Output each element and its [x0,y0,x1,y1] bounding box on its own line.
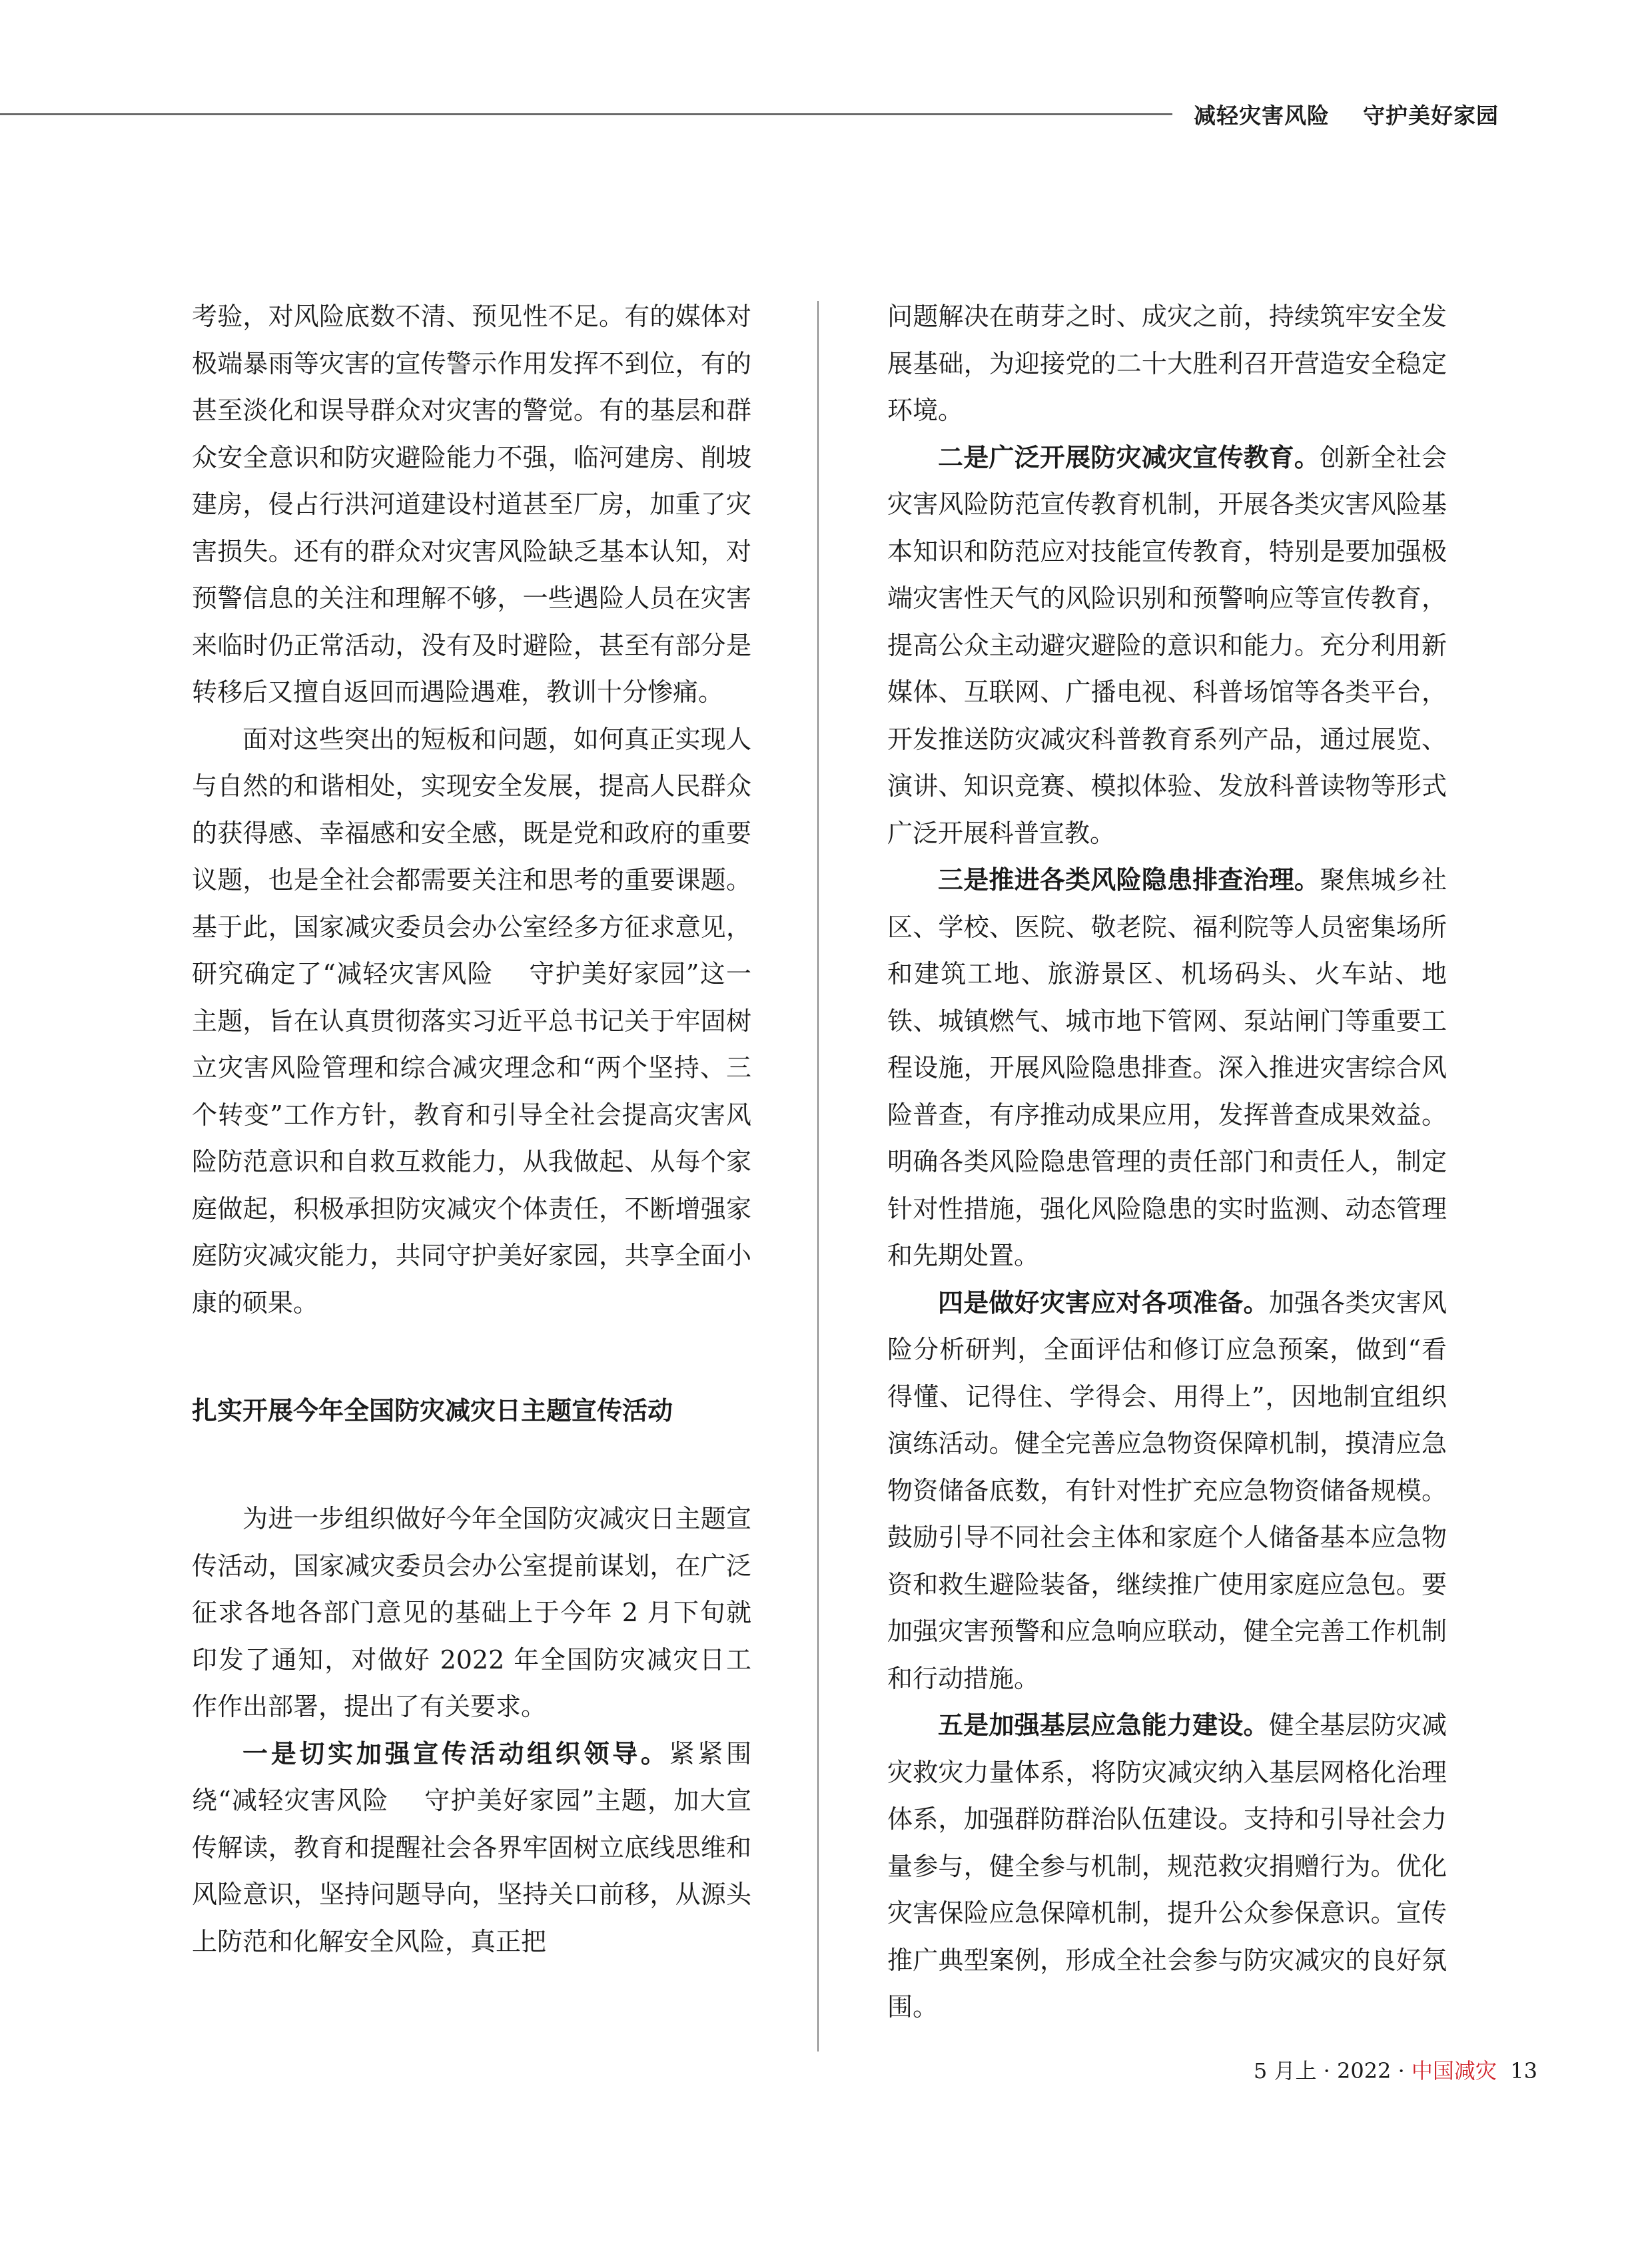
left-paragraph-1: 考验，对风险底数不清、预见性不足。有的媒体对极端暴雨等灾害的宣传警示作用发挥不到位，有的甚至淡化和误导群众对灾害的警觉。有的基层和群众安全意识和防灾避险能力不强，临河建房、削坡建房，侵占行洪河道建设村道甚至厂房，加重了灾害损失。还有的群众对灾害风险缺乏基本认知，对预警信息的关注和理解不够，一些遇险人员在灾害来临时仍正常活动，没有及时避险，甚至有部分是转移后又擅自返回而遇险遇难，教训十分惨痛。 [192,302,751,707]
left-paragraph-2: 面对这些突出的短板和问题，如何真正实现人与自然的和谐相处，实现安全发展，提高人民群众的获得感、幸福感和安全感，既是党和政府的重要议题，也是全社会都需要关注和思考的重要课题。基于此，国家减灾委员会办公室经多方征求意见，研究确定了“减轻灾害风险 守护美好家园”这一主题，旨在认真贯彻落实习近平总书记关于牢固树立灾害风险管理和综合减灾理念和“两个坚持、三个转变”工作方针，教育和引导全社会提高灾害风险防范意识和自救互救能力，从我做起、从每个家庭做起，积极承担防灾减灾个体责任，不断增强家庭防灾减灾能力，共同守护美好家园，共享全面小康的硕果。 [192,724,751,1317]
point-4-heading: 四是做好灾害应对各项准备。 [938,1288,1269,1317]
right-paragraph-3 [887,857,1447,1280]
section-heading: 扎实开展今年全国防灾减灾日主题宣传活动 [192,1396,673,1425]
left-paragraph-3: 为进一步组织做好今年全国防灾减灾日主题宣传活动，国家减灾委员会办公室提前谋划，在广泛征求各地各部门意见的基础上于今年 2 月下旬就印发了通知，对做好 2022 年全国防灾减灾日工作作出部署，提出了有关要求。 [192,1504,751,1721]
running-header-title: 减轻灾害风险 守护美好家园 [1194,103,1499,129]
column-divider [817,301,819,2052]
footer-magazine-name: 中国减灾 [1411,2058,1497,2083]
point-4-text: 加强各类灾害风险分析研判，全面评估和修订应急预案，做到“看得懂、记得住、学得会、用得上”，因地制宜组织演练活动。健全完善应急物资保障机制，摸清应急物资储备底数，有针对性扩充应急物资储备规模。鼓励引导不同社会主体和家庭个人储备基本应急物资和救生避险装备，继续推广使用家庭应急包。要加强灾害预警和应急响应联动，健全完善工作机制和行动措施。 [887,1288,1447,1693]
right-column [887,293,1447,2031]
page-number: 13 [1510,2058,1537,2083]
right-paragraph-2 [887,434,1447,857]
right-paragraph-1: 问题解决在萌芽之时、成灾之前，持续筑牢安全发展基础，为迎接党的二十大胜利召开营造安全稳定环境。 [887,302,1447,425]
footer-issue: 5 月上 · 2022 · [1253,2058,1412,2083]
right-paragraph-5 [887,1702,1447,2031]
header-rule [0,113,1172,115]
right-paragraph-4 [887,1280,1447,1702]
footer-spacer [1497,2058,1510,2083]
point-1-heading: 一是切实加强宣传活动组织领导。 [242,1738,669,1768]
point-3-heading: 三是推进各类风险隐患排查治理。 [938,865,1320,895]
point-3-text: 聚焦城乡社区、学校、医院、敬老院、福利院等人员密集场所和建筑工地、旅游景区、机场码头、火车站、地铁、城镇燃气、城市地下管网、泵站闸门等重要工程设施，开展风险隐患排查。深入推进灾害综合风险普查，有序推动成果应用，发挥普查成果效益。明确各类风险隐患管理的责任部门和责任人，制定针对性措施，强化风险隐患的实时监测、动态管理和先期处置。 [887,865,1447,1270]
point-1-text: 紧紧围绕“减轻灾害风险 守护美好家园”主题，加大宣传解读，教育和提醒社会各界牢固树立底线思维和风险意识，坚持问题导向，坚持关口前移，从源头上防范和化解安全风险，真正把 [192,1738,752,1956]
point-2-text: 创新全社会灾害风险防范宣传教育机制，开展各类灾害风险基本知识和防范应对技能宣传教育，特别是要加强极端灾害性天气的风险识别和预警响应等宣传教育，提高公众主动避灾避险的意识和能力。充分利用新媒体、互联网、广播电视、科普场馆等各类平台，开发推送防灾减灾科普教育系列产品，通过展览、演讲、知识竞赛、模拟体验、发放科普读物等形式广泛开展科普宣教。 [887,442,1447,848]
page-footer [1254,2054,1537,2085]
left-column [192,293,751,1965]
point-5-heading: 五是加强基层应急能力建设。 [938,1710,1269,1740]
left-paragraph-4 [192,1730,751,1966]
point-2-heading: 二是广泛开展防灾减灾宣传教育。 [938,442,1320,472]
point-5-text: 健全基层防灾减灾救灾力量体系，将防灾减灾纳入基层网格化治理体系，加强群防群治队伍建设。支持和引导社会力量参与，健全参与机制，规范救灾捐赠行为。优化灾害保险应急保障机制，提升公众参保意识。宣传推广典型案例，形成全社会参与防灾减灾的良好氛围。 [887,1710,1447,2022]
